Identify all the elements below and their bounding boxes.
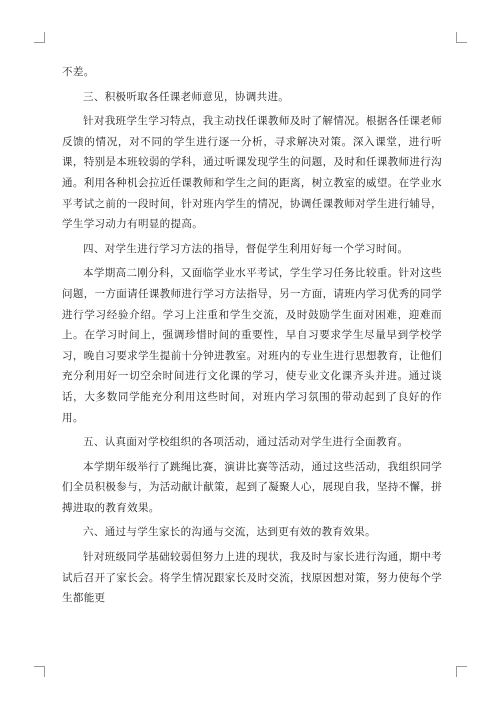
section-body-5: 本学期年级举行了跳绳比赛，演讲比赛等活动，通过这些活动，我组织同学们全员积极参与，为活动献计献策，起到了凝聚人心，展现自我，坚持不懈，拼搏进取的教育效果。 xyxy=(62,460,442,514)
section-body-6: 针对班级同学基础较弱但努力上进的现状，我及时与家长进行沟通，期中考试后召开了家长会。将学生情况跟家长及时交流，找原因想对策，努力使每个学生都能更 xyxy=(62,551,442,605)
section-heading-5: 五、认真面对学校组织的各项活动，通过活动对学生进行全面教育。 xyxy=(83,436,409,449)
paragraph-continuation: 不差。 xyxy=(62,66,95,78)
crop-mark-top-left xyxy=(34,32,45,43)
crop-mark-bottom-left xyxy=(34,666,45,677)
section-heading-6: 六、通过与学生家长的沟通与交流，达到更有效的教育效果。 xyxy=(83,526,376,539)
section-body-4: 本学期高二刚分科，又面临学业水平考试，学生学习任务比较重。针对这些问题，一方面请任课教师进行学习方法指导，另一方面，请班内学习优秀的同学进行学习经验介绍。学习上注重和学生交流，及时鼓励学生面对困难，迎难而上。在学习时间上，强调珍惜时间的重要性，早自习要求学生尽量早到学校学习，晚自习要求学生提前十分钟进教室。对班内的专业生进行思想教育，让他们充分利用好一切空余时间进行文化课的学习，使专业文化课齐头并进。通过谈话，大多数同学能充分利用这些时间，对班内学习氛围的带动起到了良好的作用。 xyxy=(62,267,442,424)
crop-mark-bottom-right xyxy=(456,666,467,677)
section-heading-4: 四、对学生进行学习方法的指导，督促学生利用好每一个学习时间。 xyxy=(83,242,409,255)
crop-mark-top-right xyxy=(456,32,467,43)
document-body xyxy=(62,62,442,609)
section-heading-3: 三、积极听取各任课老师意见，协调共进。 xyxy=(83,90,290,103)
section-body-3: 针对我班学生学习特点，我主动找任课教师及时了解情况。根据各任课老师反馈的情况，对不同的学生进行逐一分析，寻求解决对策。深入课堂，进行听课，特别是本班较弱的学科，通过听课发现学生的问题，及时和任课教师进行沟通。利用各种机会拉近任课教师和学生之间的距离，树立教室的威望。在学业水平考试之前的一段时间，针对班内学生的情况，协调任课教师对学生进行辅导，学生学习动力有明显的提高。 xyxy=(62,115,442,231)
